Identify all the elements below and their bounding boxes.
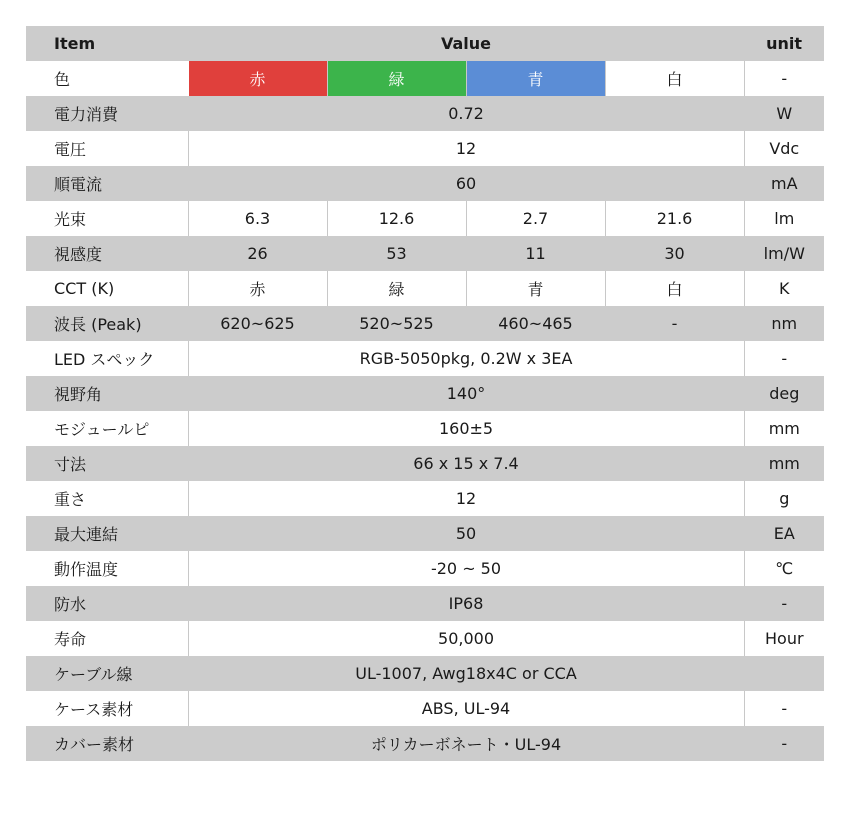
table-row: [26, 446, 824, 481]
row-unit: Hour: [744, 621, 824, 656]
row-cell: 460~465: [466, 306, 605, 341]
row-value: 140°: [188, 376, 744, 411]
table-row: [26, 341, 824, 376]
row-unit: mA: [744, 166, 824, 201]
table-row: [26, 411, 824, 446]
row-label: 順電流: [26, 166, 188, 201]
row-label: 色: [26, 61, 188, 96]
row-unit: lm: [744, 201, 824, 236]
table-row: [26, 306, 824, 341]
row-cell: 12.6: [327, 201, 466, 236]
row-value: 12: [188, 131, 744, 166]
row-cell: 53: [327, 236, 466, 271]
row-unit: g: [744, 481, 824, 516]
row-value: 160±5: [188, 411, 744, 446]
row-label: 光束: [26, 201, 188, 236]
row-value: 66 x 15 x 7.4: [188, 446, 744, 481]
table-row: [26, 691, 824, 726]
row-cell: 赤: [188, 271, 327, 306]
row-unit: lm/W: [744, 236, 824, 271]
row-unit: -: [744, 726, 824, 761]
table-row: [26, 586, 824, 621]
color-swatch-blue: 青: [466, 61, 605, 96]
table-row: [26, 166, 824, 201]
header-item: Item: [26, 26, 188, 61]
spec-body: [26, 61, 824, 761]
table-row: [26, 271, 824, 306]
row-label: ケーブル線: [26, 656, 188, 691]
row-label: CCT (K): [26, 271, 188, 306]
row-value: 50,000: [188, 621, 744, 656]
row-label: 寿命: [26, 621, 188, 656]
row-label: ケース素材: [26, 691, 188, 726]
row-unit: mm: [744, 446, 824, 481]
row-label: 視野角: [26, 376, 188, 411]
row-label: モジュールピ: [26, 411, 188, 446]
row-cell: 30: [605, 236, 744, 271]
row-cell: 青: [466, 271, 605, 306]
row-label: LED スペック: [26, 341, 188, 376]
table-row: [26, 201, 824, 236]
table-row: [26, 621, 824, 656]
row-label: 重さ: [26, 481, 188, 516]
row-value: 50: [188, 516, 744, 551]
row-value: ポリカーボネート・UL-94: [188, 726, 744, 761]
row-value: ABS, UL-94: [188, 691, 744, 726]
row-unit: K: [744, 271, 824, 306]
row-unit: nm: [744, 306, 824, 341]
row-cell: -: [605, 306, 744, 341]
table-row: [26, 236, 824, 271]
row-label: 防水: [26, 586, 188, 621]
table-row: [26, 656, 824, 691]
table-row: [26, 516, 824, 551]
header-row: [26, 26, 824, 61]
row-unit: ℃: [744, 551, 824, 586]
row-value: RGB-5050pkg, 0.2W x 3EA: [188, 341, 744, 376]
row-value: 0.72: [188, 96, 744, 131]
header-unit: unit: [744, 26, 824, 61]
row-cell: 520~525: [327, 306, 466, 341]
row-cell: 21.6: [605, 201, 744, 236]
row-label: 電力消費: [26, 96, 188, 131]
row-label: 視感度: [26, 236, 188, 271]
row-cell: 緑: [327, 271, 466, 306]
row-cell: 6.3: [188, 201, 327, 236]
row-unit: Vdc: [744, 131, 824, 166]
row-cell: 11: [466, 236, 605, 271]
row-unit: deg: [744, 376, 824, 411]
spec-table: [26, 26, 824, 761]
table-row: [26, 61, 824, 96]
row-label: 寸法: [26, 446, 188, 481]
row-unit: -: [744, 586, 824, 621]
row-label: 電圧: [26, 131, 188, 166]
table-row: [26, 481, 824, 516]
color-swatch-red: 赤: [188, 61, 327, 96]
header-value: Value: [188, 26, 744, 61]
table-row: [26, 376, 824, 411]
row-unit: EA: [744, 516, 824, 551]
row-unit: W: [744, 96, 824, 131]
row-cell: 620~625: [188, 306, 327, 341]
row-value: 60: [188, 166, 744, 201]
table-row: [26, 96, 824, 131]
row-unit: mm: [744, 411, 824, 446]
row-label: 波長 (Peak): [26, 306, 188, 341]
color-white: 白: [605, 61, 744, 96]
row-label: 動作温度: [26, 551, 188, 586]
color-swatch-green: 緑: [327, 61, 466, 96]
row-value: IP68: [188, 586, 744, 621]
table-row: [26, 551, 824, 586]
table-row: [26, 131, 824, 166]
row-value: 12: [188, 481, 744, 516]
row-cell: 白: [605, 271, 744, 306]
row-unit: -: [744, 691, 824, 726]
row-unit: [744, 656, 824, 691]
row-unit: -: [744, 341, 824, 376]
row-value: UL-1007, Awg18x4C or CCA: [188, 656, 744, 691]
row-value: -20 ~ 50: [188, 551, 744, 586]
row-label: 最大連結: [26, 516, 188, 551]
row-label: カバー素材: [26, 726, 188, 761]
row-cell: 26: [188, 236, 327, 271]
table-row: [26, 726, 824, 761]
row-cell: 2.7: [466, 201, 605, 236]
row-unit: -: [744, 61, 824, 96]
